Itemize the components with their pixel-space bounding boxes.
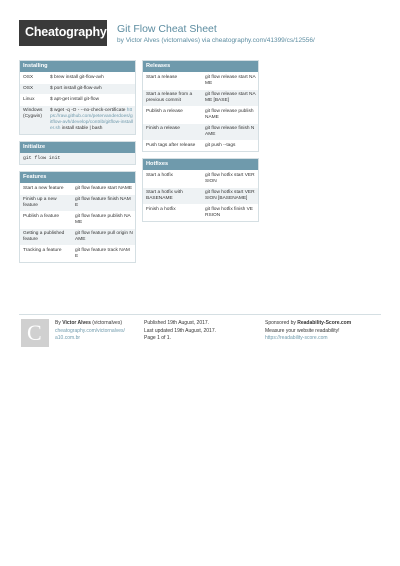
cmd-text: $ wget -q -O - --no-check-certificate	[50, 108, 127, 113]
row-label: OSX	[23, 75, 34, 80]
section-title: Features	[20, 172, 135, 183]
section-initialize	[19, 141, 136, 165]
row-label: OSX	[23, 86, 34, 91]
sheet-url-link[interactable]: cheatography.com/41399/cs/12556/	[211, 37, 315, 44]
footer	[19, 314, 381, 350]
row-value: git flow hotfix start VERSION [BASENAME]	[205, 190, 255, 201]
cheatography-logo[interactable]	[19, 20, 107, 46]
column-middle	[142, 60, 259, 228]
table-row	[20, 105, 135, 134]
table-row	[143, 204, 258, 221]
row-label: Start a hotfix	[146, 173, 173, 178]
section-releases	[142, 60, 259, 152]
table-row	[20, 83, 135, 94]
row-label: Finish a release	[146, 126, 180, 131]
row-value: $ port install git-flow-avh	[50, 86, 102, 91]
author-handle: (victornalves)	[92, 320, 122, 326]
row-label: Push tags after release	[146, 143, 196, 148]
table-row	[143, 187, 258, 204]
section-features	[19, 171, 136, 263]
sponsor-link[interactable]: https://readability-score.com	[265, 335, 328, 341]
footer-dates	[144, 320, 254, 343]
column-left	[19, 60, 136, 269]
by-label: By	[55, 320, 61, 326]
row-label: Linux	[23, 97, 35, 102]
table-row	[20, 245, 135, 262]
section-title: Releases	[143, 61, 258, 72]
row-value	[48, 106, 135, 134]
byline	[117, 37, 315, 44]
logo-text: Cheatography	[25, 25, 107, 39]
row-value: git flow feature publish NAME	[75, 214, 131, 225]
table-row	[143, 72, 258, 89]
table-row	[20, 211, 135, 228]
row-value: git flow hotfix finish VERSION	[205, 207, 253, 218]
section-title: Installing	[20, 61, 135, 72]
footer-sponsor	[265, 320, 385, 343]
author-site-link[interactable]: a10.com.br	[55, 335, 81, 341]
sponsored-label: Sponsored by	[265, 320, 296, 326]
page-number: Page 1 of 1.	[144, 335, 171, 341]
section-title: Hotfixes	[143, 159, 258, 170]
row-label: Finish up a new feature	[23, 197, 57, 208]
sponsor-name[interactable]: Readability-Score.com	[297, 320, 352, 326]
row-label: Start a release	[146, 75, 178, 80]
footer-author	[55, 320, 135, 343]
section-hotfixes	[142, 158, 259, 222]
row-value: git flow feature start NAME	[75, 186, 133, 191]
section-title: Initialize	[20, 142, 135, 153]
section-installing	[19, 60, 136, 135]
row-label: Publish a release	[146, 109, 183, 114]
table-row	[143, 170, 258, 187]
avatar-letter: C	[27, 320, 42, 345]
row-label: Start a new feature	[23, 186, 64, 191]
table-row	[20, 183, 135, 194]
row-value: git push --tags	[205, 143, 236, 148]
cmd-text-end: install stable | bash	[60, 126, 103, 131]
author-name[interactable]: Victor Alves	[62, 320, 91, 326]
row-label: Finish a hotfix	[146, 207, 176, 212]
row-value: git flow feature finish NAME	[75, 197, 131, 208]
table-row	[143, 140, 258, 151]
row-value: git flow release start NAME [BASE]	[205, 92, 256, 103]
table-row	[20, 72, 135, 83]
row-label: Windows (Cygwin)	[23, 108, 43, 119]
via-text: via	[201, 37, 211, 44]
row-value: git flow feature pull origin NAME	[75, 231, 133, 242]
published-date: Published 19th August, 2017.	[144, 320, 210, 326]
author-profile-link[interactable]: cheatography.com/victornalves/	[55, 327, 125, 334]
row-value: git flow hotfix start VERSION	[205, 173, 255, 184]
code-block: git flow init	[20, 153, 135, 164]
updated-date: Last updated 19th August, 2017.	[144, 327, 217, 334]
row-label: Publish a feature	[23, 214, 60, 219]
avatar[interactable]	[21, 319, 49, 347]
row-value: $ brew install git-flow-avh	[50, 75, 104, 80]
row-value: $ apt-get install git-flow	[50, 97, 100, 102]
row-label: Start a hotfix with BASENAME	[146, 190, 183, 201]
sponsor-text: Measure your website readability!	[265, 327, 340, 334]
row-label: Start a release from a previous commit	[146, 92, 193, 103]
page-title: Git Flow Cheat Sheet	[117, 23, 217, 35]
table-row	[143, 106, 258, 123]
table-row	[20, 194, 135, 211]
header	[0, 0, 400, 58]
row-label: Tracking a feature	[23, 248, 62, 253]
table-row	[20, 94, 135, 105]
row-value: git flow release finish NAME	[205, 126, 255, 137]
author-link[interactable]: Victor Alves (victornalves)	[125, 37, 200, 44]
row-label: Getting a published feature	[23, 231, 65, 242]
table-row	[20, 228, 135, 245]
row-value: git flow release publish NAME	[205, 109, 254, 120]
table-row	[143, 89, 258, 106]
table-row	[143, 123, 258, 140]
row-value: git flow feature track NAME	[75, 248, 130, 259]
row-value: git flow release start NAME	[205, 75, 256, 86]
installer-url-link[interactable]: https://raw.github.com/petervanderdoes/gitflow-avh/develop/contrib/gitflow-installer.sh	[50, 108, 133, 131]
by-prefix: by	[117, 37, 124, 44]
